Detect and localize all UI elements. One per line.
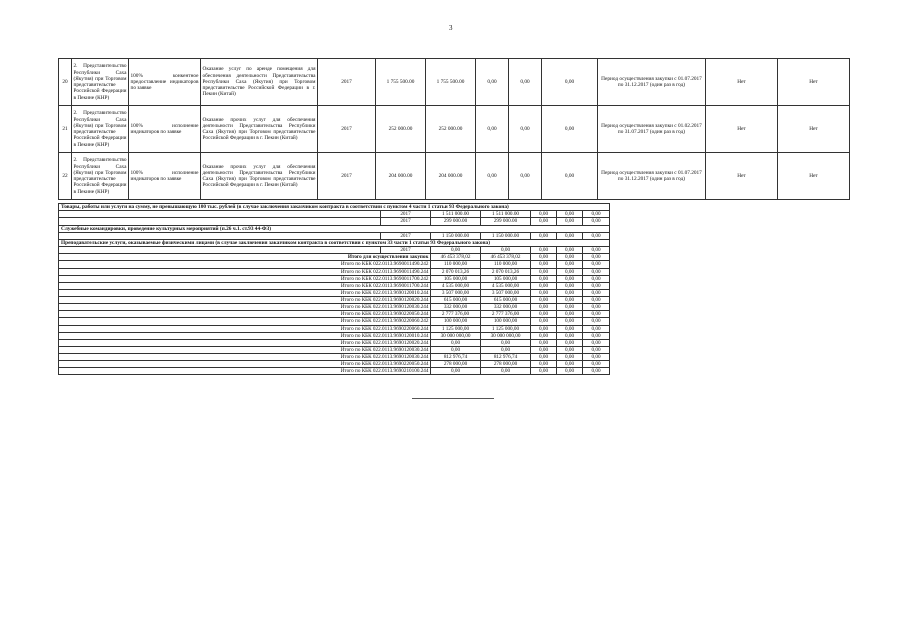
summary-row <box>59 311 610 318</box>
current-year-cell: 252 000.00 <box>426 106 476 153</box>
next-year2-cell: 0,00 <box>509 106 542 153</box>
total-cell: 2 777 376,00 <box>431 311 481 318</box>
kbk-label: Итого по КБК 022.0113.9690120030.244 <box>59 354 431 361</box>
next-year-cell: 0,00 <box>531 368 557 375</box>
year-cell: 2017 <box>381 232 431 239</box>
total-cell: 100 000,00 <box>431 318 481 325</box>
current-year-cell: 3 507 000,00 <box>481 289 531 296</box>
kbk-label: Итого по КБК 022.0113.9690120030.244 <box>59 304 431 311</box>
next-year2-cell: 0,00 <box>557 318 583 325</box>
flag-cell: Нет <box>778 153 850 200</box>
later-years-cell: 0,00 <box>583 297 610 304</box>
section-header-row <box>59 225 610 232</box>
kbk-label: Итого по КБК 022.0113.9690011490.242 <box>59 261 431 268</box>
next-year-cell: 0,00 <box>531 218 557 225</box>
next-year-cell: 0,00 <box>531 247 557 254</box>
current-year-cell: 100 000,00 <box>481 318 531 325</box>
summary-row <box>59 325 610 332</box>
kbk-label: Итого по КБК 022.0113.9690120030.244 <box>59 346 431 353</box>
total-cell: 252 000.00 <box>376 106 426 153</box>
total-cell: 299 000.00 <box>431 218 481 225</box>
next-year-cell: 0,00 <box>531 318 557 325</box>
next-year2-cell: 0,00 <box>557 275 583 282</box>
next-year2-cell: 0,00 <box>557 218 583 225</box>
current-year-cell: 1 755 500.00 <box>426 59 476 106</box>
condition-cell: 100% исполнение индикаторов по заявке <box>129 106 201 153</box>
flag-cell: Нет <box>706 153 778 200</box>
kbk-label: Итого по КБК 022.0113.9690220060.244 <box>59 325 431 332</box>
current-year-cell: 0,00 <box>481 339 531 346</box>
bottom-divider <box>412 398 494 399</box>
current-year-cell: 1 511 000.00 <box>481 211 531 218</box>
year-cell: 2017 <box>318 59 376 106</box>
total-cell: 30 000 000,00 <box>431 332 481 339</box>
total-cell: 46 453 378,02 <box>431 254 481 261</box>
summary-row <box>59 361 610 368</box>
flag-cell: Нет <box>778 106 850 153</box>
summary-table <box>58 203 610 375</box>
customer-cell: 2. Представительство Республики Саха (Якутия) при Торговом представительстве Российской Федерации в Пекине (КНР) <box>72 59 129 106</box>
later-years-cell: 0,00 <box>583 354 610 361</box>
later-years-cell: 0,00 <box>583 325 610 332</box>
later-years-cell: 0,00 <box>583 361 610 368</box>
current-year-cell: 332 000,00 <box>481 304 531 311</box>
next-year-cell: 0,00 <box>476 153 509 200</box>
next-year-cell: 0,00 <box>531 346 557 353</box>
object-cell: Оказание услуг по аренде помещения для обеспечения деятельности Представительства Республики Саха (Якутия) при Торговом представительстве Российской Федерации в г. Пекин (Китай) <box>201 59 318 106</box>
object-cell: Оказание прочих услуг для обеспечения деятельности Представительства Республики Саха (Якутия) при Торговом представительстве Российской Федерации в г. Пекин (Китай) <box>201 153 318 200</box>
kbk-label: Итого по КБК 022.0113.9690210100.244 <box>59 368 431 375</box>
next-year2-cell: 0,00 <box>557 339 583 346</box>
total-cell: 204 000.00 <box>376 153 426 200</box>
total-cell: 4 535 000,00 <box>431 282 481 289</box>
next-year2-cell: 0,00 <box>557 247 583 254</box>
total-cell: 615 000,00 <box>431 297 481 304</box>
current-year-cell: 2 070 013,26 <box>481 268 531 275</box>
kbk-label: Итого по КБК 022.0113.9690220050.244 <box>59 361 431 368</box>
empty-cell <box>59 247 381 254</box>
summary-row <box>59 297 610 304</box>
current-year-cell: 30 000 000,00 <box>481 332 531 339</box>
next-year-cell: 0,00 <box>476 59 509 106</box>
kbk-label: Итого по КБК 022.0113.9690011490.244 <box>59 268 431 275</box>
next-year-cell: 0,00 <box>531 361 557 368</box>
year-cell: 2017 <box>318 153 376 200</box>
row-number: 20 <box>59 59 72 106</box>
condition-cell: 100% исполнение индикаторов по заявке <box>129 153 201 200</box>
next-year-cell: 0,00 <box>531 297 557 304</box>
current-year-cell: 0,00 <box>481 368 531 375</box>
year-cell: 2017 <box>381 218 431 225</box>
row-number: 21 <box>59 106 72 153</box>
total-cell: 0,00 <box>431 346 481 353</box>
next-year-cell: 0,00 <box>531 211 557 218</box>
summary-row <box>59 282 610 289</box>
kbk-label: Итого по КБК 022.0113.9690120020.244 <box>59 339 431 346</box>
current-year-cell: 0,00 <box>481 247 531 254</box>
section-header-row <box>59 239 610 246</box>
next-year-cell: 0,00 <box>531 232 557 239</box>
current-year-cell: 204 000.00 <box>426 153 476 200</box>
later-years-cell: 0,00 <box>583 304 610 311</box>
object-cell: Оказание прочих услуг для обеспечения деятельности Представительства Республики Саха (Якутия) при Торговом представительстве Российской Федерации в г. Пекин (Китай) <box>201 106 318 153</box>
next-year2-cell: 0,00 <box>557 368 583 375</box>
total-cell: 812 976,74 <box>431 354 481 361</box>
summary-row <box>59 232 610 239</box>
next-year-cell: 0,00 <box>531 254 557 261</box>
next-year2-cell: 0,00 <box>557 282 583 289</box>
next-year2-cell: 0,00 <box>557 232 583 239</box>
customer-cell: 2. Представительство Республики Саха (Якутия) при Торговом представительстве Российской Федерации в Пекине (КНР) <box>72 153 129 200</box>
later-years-cell: 0,00 <box>583 339 610 346</box>
summary-row <box>59 332 610 339</box>
summary-row <box>59 275 610 282</box>
summary-row <box>59 368 610 375</box>
later-years-cell: 0,00 <box>583 289 610 296</box>
total-cell: 1 511 000.00 <box>431 211 481 218</box>
flag-cell: Нет <box>778 59 850 106</box>
current-year-cell: 812 976,74 <box>481 354 531 361</box>
summary-row <box>59 261 610 268</box>
customer-cell: 2. Представительство Республики Саха (Якутия) при Торговом представительстве Российской Федерации в Пекине (КНР) <box>72 106 129 153</box>
next-year-cell: 0,00 <box>531 354 557 361</box>
next-year2-cell: 0,00 <box>557 354 583 361</box>
total-cell: 0,00 <box>431 339 481 346</box>
summary-row <box>59 218 610 225</box>
period-cell: Период осуществления закупки с 01.02.2017 по 31.07.2017 (один раз в год) <box>598 106 706 153</box>
total-cell: 332 000,00 <box>431 304 481 311</box>
total-cell: 1 755 500.00 <box>376 59 426 106</box>
next-year2-cell: 0,00 <box>509 59 542 106</box>
current-year-cell: 110 000,00 <box>481 261 531 268</box>
later-years-cell: 0,00 <box>583 261 610 268</box>
total-cell: 1 125 000,00 <box>431 325 481 332</box>
later-years-cell: 0,00 <box>583 368 610 375</box>
next-year-cell: 0,00 <box>531 268 557 275</box>
later-years-cell: 0,00 <box>542 106 598 153</box>
summary-row <box>59 304 610 311</box>
current-year-cell: 2 777 376,00 <box>481 311 531 318</box>
later-years-cell: 0,00 <box>583 232 610 239</box>
grand-total-row <box>59 254 610 261</box>
summary-row <box>59 289 610 296</box>
next-year2-cell: 0,00 <box>557 304 583 311</box>
period-cell: Период осуществления закупки с 01.07.2017 по 31.12.2017 (один раз в год) <box>598 153 706 200</box>
later-years-cell: 0,00 <box>542 59 598 106</box>
procurement-table <box>58 58 850 200</box>
summary-row <box>59 318 610 325</box>
current-year-cell: 105 000,00 <box>481 275 531 282</box>
current-year-cell: 1 150 000.00 <box>481 232 531 239</box>
next-year2-cell: 0,00 <box>557 361 583 368</box>
summary-row <box>59 211 610 218</box>
later-years-cell: 0,00 <box>583 247 610 254</box>
current-year-cell: 0,00 <box>481 346 531 353</box>
summary-row <box>59 346 610 353</box>
next-year-cell: 0,00 <box>531 311 557 318</box>
next-year-cell: 0,00 <box>531 325 557 332</box>
next-year-cell: 0,00 <box>531 289 557 296</box>
next-year2-cell: 0,00 <box>509 153 542 200</box>
later-years-cell: 0,00 <box>583 254 610 261</box>
later-years-cell: 0,00 <box>583 346 610 353</box>
flag-cell: Нет <box>706 59 778 106</box>
later-years-cell: 0,00 <box>583 332 610 339</box>
table-row <box>59 59 850 106</box>
current-year-cell: 46 453 378,02 <box>481 254 531 261</box>
summary-row <box>59 268 610 275</box>
current-year-cell: 615 000,00 <box>481 297 531 304</box>
later-years-cell: 0,00 <box>583 218 610 225</box>
next-year-cell: 0,00 <box>531 304 557 311</box>
current-year-cell: 278 000,00 <box>481 361 531 368</box>
kbk-label: Итого по КБК 022.0113.9690220050.244 <box>59 311 431 318</box>
section-title: Преподавательские услуги, оказываемые физическими лицами (в случае заключения заказчиком контракта в соответствии с пунктом 33 части 1 статьи 93 Федерального закона) <box>59 239 610 246</box>
year-cell: 2017 <box>381 211 431 218</box>
later-years-cell: 0,00 <box>583 211 610 218</box>
flag-cell: Нет <box>706 106 778 153</box>
next-year-cell: 0,00 <box>531 275 557 282</box>
total-cell: 1 150 000.00 <box>431 232 481 239</box>
next-year2-cell: 0,00 <box>557 211 583 218</box>
next-year2-cell: 0,00 <box>557 268 583 275</box>
kbk-label: Итого по КБК 022.0113.9690011700.244 <box>59 282 431 289</box>
kbk-label: Итого по КБК 022.0113.9690120010.244 <box>59 289 431 296</box>
page-number: 3 <box>449 24 453 32</box>
total-cell: 0,00 <box>431 368 481 375</box>
later-years-cell: 0,00 <box>542 153 598 200</box>
grand-total-label: Итого для осуществления закупок <box>59 254 431 261</box>
next-year2-cell: 0,00 <box>557 261 583 268</box>
current-year-cell: 299 000.00 <box>481 218 531 225</box>
later-years-cell: 0,00 <box>583 311 610 318</box>
next-year2-cell: 0,00 <box>557 332 583 339</box>
period-cell: Период осуществления закупки с 01.07.2017 по 31.12.2017 (один раз в год) <box>598 59 706 106</box>
section-title: Товары, работы или услуги на сумму, не превышающую 100 тыс. рублей (в случае заключения заказчиком контракта в соответствии с пунктом 4 части 1 статьи 93 Федерального закона) <box>59 204 610 211</box>
summary-row <box>59 247 610 254</box>
summary-row <box>59 339 610 346</box>
current-year-cell: 1 125 000,00 <box>481 325 531 332</box>
empty-cell <box>59 211 381 218</box>
next-year2-cell: 0,00 <box>557 289 583 296</box>
section-title: Служебные командировки, проведение культурных мероприятий (п.26 ч.1. ст.93 44-ФЗ) <box>59 225 610 232</box>
empty-cell <box>59 218 381 225</box>
empty-cell <box>59 232 381 239</box>
row-number: 22 <box>59 153 72 200</box>
later-years-cell: 0,00 <box>583 268 610 275</box>
current-year-cell: 4 535 000,00 <box>481 282 531 289</box>
total-cell: 0,00 <box>431 247 481 254</box>
total-cell: 105 000,00 <box>431 275 481 282</box>
next-year-cell: 0,00 <box>531 332 557 339</box>
section-header-row <box>59 204 610 211</box>
later-years-cell: 0,00 <box>583 275 610 282</box>
year-cell: 2017 <box>318 106 376 153</box>
year-cell: 2017 <box>381 247 431 254</box>
total-cell: 2 070 013,26 <box>431 268 481 275</box>
next-year-cell: 0,00 <box>531 339 557 346</box>
next-year-cell: 0,00 <box>531 261 557 268</box>
next-year2-cell: 0,00 <box>557 297 583 304</box>
table-row <box>59 106 850 153</box>
next-year2-cell: 0,00 <box>557 254 583 261</box>
summary-row <box>59 354 610 361</box>
later-years-cell: 0,00 <box>583 282 610 289</box>
total-cell: 110 000,00 <box>431 261 481 268</box>
condition-cell: 100% конкентное предоставление индикаторов по заявке <box>129 59 201 106</box>
later-years-cell: 0,00 <box>583 318 610 325</box>
next-year-cell: 0,00 <box>531 282 557 289</box>
kbk-label: Итого по КБК 022.0113.9690011700.242 <box>59 275 431 282</box>
next-year2-cell: 0,00 <box>557 325 583 332</box>
total-cell: 3 507 000,00 <box>431 289 481 296</box>
total-cell: 278 000,00 <box>431 361 481 368</box>
kbk-label: Итого по КБК 022.0113.9690220060.242 <box>59 318 431 325</box>
kbk-label: Итого по КБК 022.0113.9690120010.244 <box>59 332 431 339</box>
next-year-cell: 0,00 <box>476 106 509 153</box>
table-row <box>59 153 850 200</box>
next-year2-cell: 0,00 <box>557 311 583 318</box>
kbk-label: Итого по КБК 022.0113.9690120020.244 <box>59 297 431 304</box>
next-year2-cell: 0,00 <box>557 346 583 353</box>
